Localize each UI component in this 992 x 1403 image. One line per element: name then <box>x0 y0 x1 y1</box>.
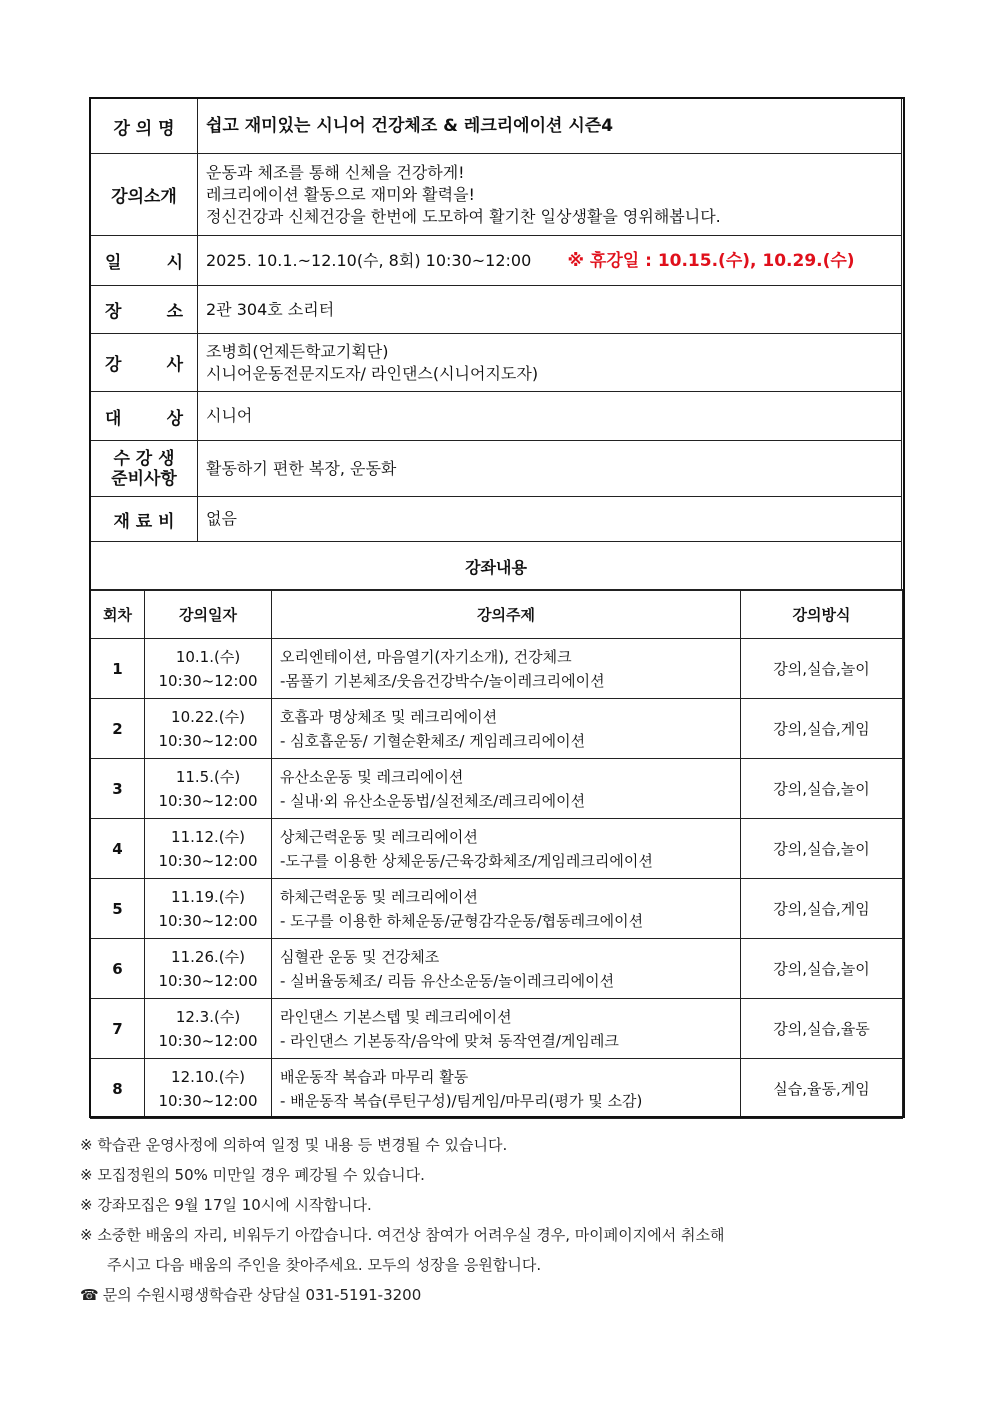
label-intro: 강의소개 <box>91 154 198 236</box>
holiday-notice: ※ 휴강일 : 10.15.(수), 10.29.(수) <box>567 250 855 271</box>
session-date <box>145 759 272 819</box>
schedule-row <box>91 999 903 1059</box>
session-day: 11.19.(수) <box>171 887 245 906</box>
session-date <box>145 879 272 939</box>
session-number: 5 <box>91 879 145 939</box>
info-row-target <box>91 392 902 441</box>
session-method: 강의,실습,놀이 <box>741 759 903 819</box>
topic-title: 상체근력운동 및 레크리에이션 <box>280 827 478 846</box>
topic-title: 심혈관 운동 및 건강체조 <box>280 947 440 966</box>
schedule-row <box>91 639 903 699</box>
schedule-header-row <box>91 590 903 639</box>
topic-title: 유산소운동 및 레크리에이션 <box>280 767 464 786</box>
session-time: 10:30~12:00 <box>158 791 258 810</box>
session-number: 2 <box>91 699 145 759</box>
col-header-date: 강의일자 <box>145 590 272 639</box>
instructor-line: 조병희(언제든학교기획단) <box>206 341 389 361</box>
instructor-value <box>198 334 902 392</box>
telephone-icon: ☎ <box>80 1286 99 1304</box>
course-info-table <box>90 98 902 591</box>
session-number: 6 <box>91 939 145 999</box>
info-row-title <box>91 99 902 154</box>
col-header-session: 회차 <box>91 590 145 639</box>
session-day: 12.3.(수) <box>175 1007 241 1026</box>
topic-detail: -도구를 이용한 상체운동/근육강화체조/게임레크리에이션 <box>280 851 653 870</box>
session-date <box>145 999 272 1059</box>
session-date <box>145 939 272 999</box>
schedule-value <box>198 236 902 286</box>
note-line-continuation: 주시고 다음 배움의 주인을 찾아주세요. 모두의 성장을 응원합니다. <box>107 1256 542 1274</box>
schedule-row <box>91 1059 903 1119</box>
label-schedule: 일 시 <box>91 236 198 286</box>
schedule-dates: 2025. 10.1.~12.10(수, 8회) 10:30~12:00 <box>206 250 532 270</box>
topic-detail: - 배운동작 복습(루틴구성)/팀게임/마무리(평가 및 소감) <box>280 1091 643 1110</box>
session-number: 8 <box>91 1059 145 1119</box>
info-row-place <box>91 286 902 334</box>
info-row-intro <box>91 154 902 236</box>
schedule-row <box>91 879 903 939</box>
session-day: 12.10.(수) <box>171 1067 245 1086</box>
topic-title: 오리엔테이션, 마음열기(자기소개), 건강체크 <box>280 647 572 666</box>
topic-title: 호흡과 명상체조 및 레크리에이션 <box>280 707 498 726</box>
session-method: 강의,실습,놀이 <box>741 819 903 879</box>
session-method: 강의,실습,게임 <box>741 879 903 939</box>
session-time: 10:30~12:00 <box>158 671 258 690</box>
session-method: 강의,실습,율동 <box>741 999 903 1059</box>
note-line: ※ 소중한 배움의 자리, 비워두기 아깝습니다. 여건상 참여가 어려우실 경우, 마이페이지에서 취소해 <box>80 1226 725 1244</box>
info-row-schedule <box>91 236 902 286</box>
session-topic <box>272 759 741 819</box>
schedule-row <box>91 759 903 819</box>
session-topic <box>272 819 741 879</box>
session-date <box>145 819 272 879</box>
schedule-row <box>91 819 903 879</box>
info-row-fee <box>91 497 902 542</box>
session-date <box>145 699 272 759</box>
label-instructor: 강 사 <box>91 334 198 392</box>
session-topic <box>272 639 741 699</box>
session-time: 10:30~12:00 <box>158 731 258 750</box>
session-method: 실습,율동,게임 <box>741 1059 903 1119</box>
session-day: 10.22.(수) <box>171 707 245 726</box>
course-name: 쉽고 재미있는 시니어 건강체조 & 레크리에이션 시즌4 <box>198 99 902 154</box>
session-day: 11.12.(수) <box>171 827 245 846</box>
intro-line: 운동과 체조를 통해 신체을 건강하게! <box>206 162 465 182</box>
note-line: ※ 학습관 운영사정에 의하여 일정 및 내용 등 변경될 수 있습니다. <box>80 1136 508 1154</box>
session-topic <box>272 939 741 999</box>
schedule-row <box>91 939 903 999</box>
session-date <box>145 639 272 699</box>
session-number: 1 <box>91 639 145 699</box>
intro-line: 레크리에이션 활동으로 재미와 활력을! <box>206 184 475 204</box>
col-header-topic: 강의주제 <box>272 590 741 639</box>
instructor-line: 시니어운동전문지도자/ 라인댄스(시니어지도자) <box>206 363 539 383</box>
session-number: 3 <box>91 759 145 819</box>
topic-detail: -몸풀기 기본체조/웃음건강박수/놀이레크리에이션 <box>280 671 605 690</box>
intro-text <box>198 154 902 236</box>
contact-line <box>80 1280 920 1310</box>
topic-detail: - 라인댄스 기본동작/음악에 맞쳐 동작연결/게임레크 <box>280 1031 619 1050</box>
session-method: 강의,실습,놀이 <box>741 939 903 999</box>
session-topic <box>272 1059 741 1119</box>
session-time: 10:30~12:00 <box>158 1091 258 1110</box>
session-time: 10:30~12:00 <box>158 971 258 990</box>
note-line: ※ 모집정원의 50% 미만일 경우 폐강될 수 있습니다. <box>80 1166 425 1184</box>
session-time: 10:30~12:00 <box>158 911 258 930</box>
label-place: 장 소 <box>91 286 198 334</box>
course-schedule-table <box>90 589 903 1119</box>
session-method: 강의,실습,놀이 <box>741 639 903 699</box>
session-topic <box>272 699 741 759</box>
note-line: ※ 강좌모집은 9월 17일 10시에 시작합니다. <box>80 1196 372 1214</box>
session-topic <box>272 999 741 1059</box>
label-target: 대 상 <box>91 392 198 441</box>
session-number: 4 <box>91 819 145 879</box>
session-number: 7 <box>91 999 145 1059</box>
place-value: 2관 304호 소리터 <box>198 286 902 334</box>
label-fee: 재 료 비 <box>91 497 198 542</box>
fee-value: 없음 <box>198 497 902 542</box>
target-value: 시니어 <box>198 392 902 441</box>
session-time: 10:30~12:00 <box>158 1031 258 1050</box>
info-row-instructor <box>91 334 902 392</box>
topic-detail: - 실버율동체조/ 리듬 유산소운동/놀이레크리에이션 <box>280 971 615 990</box>
topic-detail: - 심호흡운동/ 기혈순환체조/ 게임레크리에이션 <box>280 731 586 750</box>
topic-title: 하체근력운동 및 레크리에이션 <box>280 887 478 906</box>
info-row-prep <box>91 441 902 497</box>
session-time: 10:30~12:00 <box>158 851 258 870</box>
col-header-method: 강의방식 <box>741 590 903 639</box>
label-prep: 수 강 생 준비사항 <box>91 441 198 497</box>
prep-value: 활동하기 편한 복장, 운동화 <box>198 441 902 497</box>
topic-title: 라인댄스 기본스텝 및 레크리에이션 <box>280 1007 512 1026</box>
intro-line: 정신건강과 신체건강을 한번에 도모하여 활기찬 일상생활을 영위해봅니다. <box>206 206 721 226</box>
section-heading: 강좌내용 <box>91 542 902 591</box>
session-topic <box>272 879 741 939</box>
contact-text: 문의 수원시평생학습관 상담실 031-5191-3200 <box>102 1286 422 1304</box>
session-day: 11.5.(수) <box>175 767 241 786</box>
label-course-name: 강 의 명 <box>91 99 198 154</box>
notes-section <box>80 1130 920 1310</box>
info-row-section-heading <box>91 542 902 591</box>
session-date <box>145 1059 272 1119</box>
topic-detail: - 도구를 이용한 하체운동/균형감각운동/협동레크에이션 <box>280 911 644 930</box>
session-day: 11.26.(수) <box>171 947 245 966</box>
session-method: 강의,실습,게임 <box>741 699 903 759</box>
schedule-row <box>91 699 903 759</box>
topic-detail: - 실내·외 유산소운동법/실전체조/레크리에이션 <box>280 791 586 810</box>
topic-title: 배운동작 복습과 마무리 활동 <box>280 1067 469 1086</box>
session-day: 10.1.(수) <box>175 647 241 666</box>
